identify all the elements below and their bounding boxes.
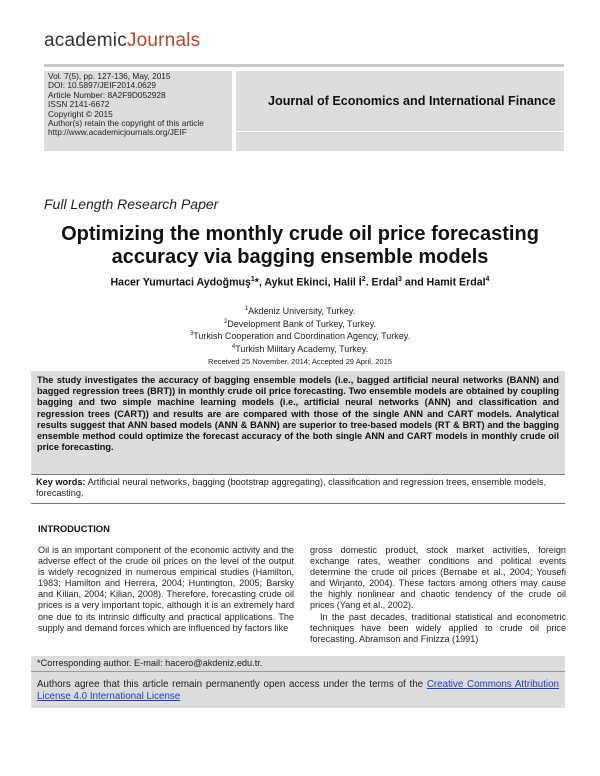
publisher-logo <box>44 30 200 52</box>
title-line-1: Optimizing the monthly crude oil price forecasting <box>61 223 539 245</box>
right-paragraph-1: gross domestic product, stock market activities, foreign exchange rates, weather conditions and political events determine the crude oil prices (Bernabe et al., 2004; Yousefi and Wirjanto, 2004). These factors among others may cause the highly nonlinear and chaotic tendency of the crude oil prices (Yang et al., 2002). <box>310 545 566 611</box>
author-list <box>40 276 560 289</box>
affiliation-2: $^2$Development Bank of Turkey, Turkey. <box>223 318 377 329</box>
author-name: Aykut Ekinci, Halil İ <box>264 276 362 289</box>
title-line-2: accuracy via bagging ensemble models <box>111 246 489 268</box>
section-heading-introduction: INTRODUCTION <box>38 523 110 534</box>
author-name: Erdal <box>371 276 399 289</box>
meta-volume: Vol. 7(5), pp. 127-136, May, 2015 <box>48 71 171 81</box>
right-paragraph-2: In the past decades, traditional statistical and econometric techniques have been widely applied to crude oil price forecasting. Abramson and Finizza (1991) <box>310 611 566 644</box>
author-affil-sup: 3 <box>398 276 402 283</box>
affiliation-3: $^3$Turkish Cooperation and Coordination Agency, Turkey. <box>189 331 411 342</box>
meta-rights: Author(s) retain the copyright of this article <box>48 118 204 129</box>
journal-title-box <box>236 71 564 131</box>
author-name: Hacer Yumurtaci Aydoğmuş <box>110 276 251 289</box>
paper-type: Full Length Research Paper <box>44 196 219 212</box>
meta-copyright: Copyright © 2015 <box>48 108 113 119</box>
abstract: The study investigates the accuracy of bagging ensemble models (i.e., bagged artificial neural networks (BANN) and bagged regression trees (BRT)) in monthly crude oil price forecasting. Two ensemble models are obtained by coupling bagging and two simple machine learning models (i.e., artificial neural networks (ANN) and classification and regression trees (CART)) and results are are compared with those of the single ANN and CART models. Analytical results suggest that ANN based models (ANN & BANN) are superior to tree-based models (RT & BRT) and the bagging ensemble method could optimize the forecast accuracy of the both single ANN and CART models in monthly crude oil price forecasting. <box>31 371 565 474</box>
journal-title: Journal of Economics and International Finance <box>268 94 556 108</box>
journal-box-extension <box>236 132 564 151</box>
logo-text-journals: Journals <box>126 30 201 51</box>
author-affil-sup: 2 <box>361 276 366 283</box>
meta-url[interactable]: http://www.academicjournals.org/JEIF <box>48 127 187 138</box>
license-link[interactable]: Creative Commons Attribution License 4.0 International License <box>37 679 559 702</box>
license-text: Authors agree that this article remain permanently open access under the terms of the <box>37 679 427 690</box>
author-sep: . <box>365 276 372 289</box>
body-column-right <box>310 545 566 645</box>
author-affil-sup: 1 <box>250 276 255 283</box>
meta-article-number: Article Number: 8A2F9D052928 <box>48 89 166 100</box>
author-sep: *, <box>254 276 265 289</box>
author-name: Hamit Erdal <box>426 276 486 289</box>
affiliations <box>40 304 560 354</box>
footer-divider <box>31 671 565 672</box>
meta-doi: DOI: 10.5897/JEIF2014.0629 <box>48 80 156 91</box>
affiliation-4: $^4$Turkish Military Academy, Turkey. <box>231 343 369 354</box>
header-divider <box>44 64 564 67</box>
license-statement <box>37 679 559 703</box>
author-sep: and <box>401 276 427 289</box>
received-dates: Received 25 November, 2014; Accepted 29 April, 2015 <box>207 357 393 366</box>
body-column-left: Oil is an important component of the economic activity and the adverse effect of the crude oil prices on the level of the output is widely recognized in numerous empirical studies (Hamilton, 1983; Hamilton and Herrera, 2004; Huntington, 2005; Barsky and Kilian, 2004; Kilian, 2008). Therefore, forecasting crude oil prices is a very important topic, although it is an extremely hard one due to its intrinsic difficulty and practical applications. The supply and demand forces which are influenced by factors like <box>38 545 294 633</box>
logo-text-academic: academic <box>44 30 127 51</box>
affiliation-1: $^1$Akdeniz University, Turkey. <box>244 306 356 316</box>
paper-title <box>40 223 560 269</box>
keywords-label: Key words: <box>36 477 86 487</box>
meta-issn: ISSN 2141-6672 <box>48 99 110 110</box>
author-affil-sup: 4 <box>485 276 490 283</box>
keywords-divider-bottom <box>31 503 565 504</box>
keywords <box>36 477 562 499</box>
keywords-text: Artificial neural networks, bagging (bootstrap aggregating), classification and regression trees, ensemble models, forecasting. <box>36 477 547 499</box>
keywords-divider-top <box>31 474 565 475</box>
article-metadata-box <box>44 71 232 151</box>
corresponding-author: *Corresponding author. E-mail: hacero@akdeniz.edu.tr. <box>37 658 263 668</box>
